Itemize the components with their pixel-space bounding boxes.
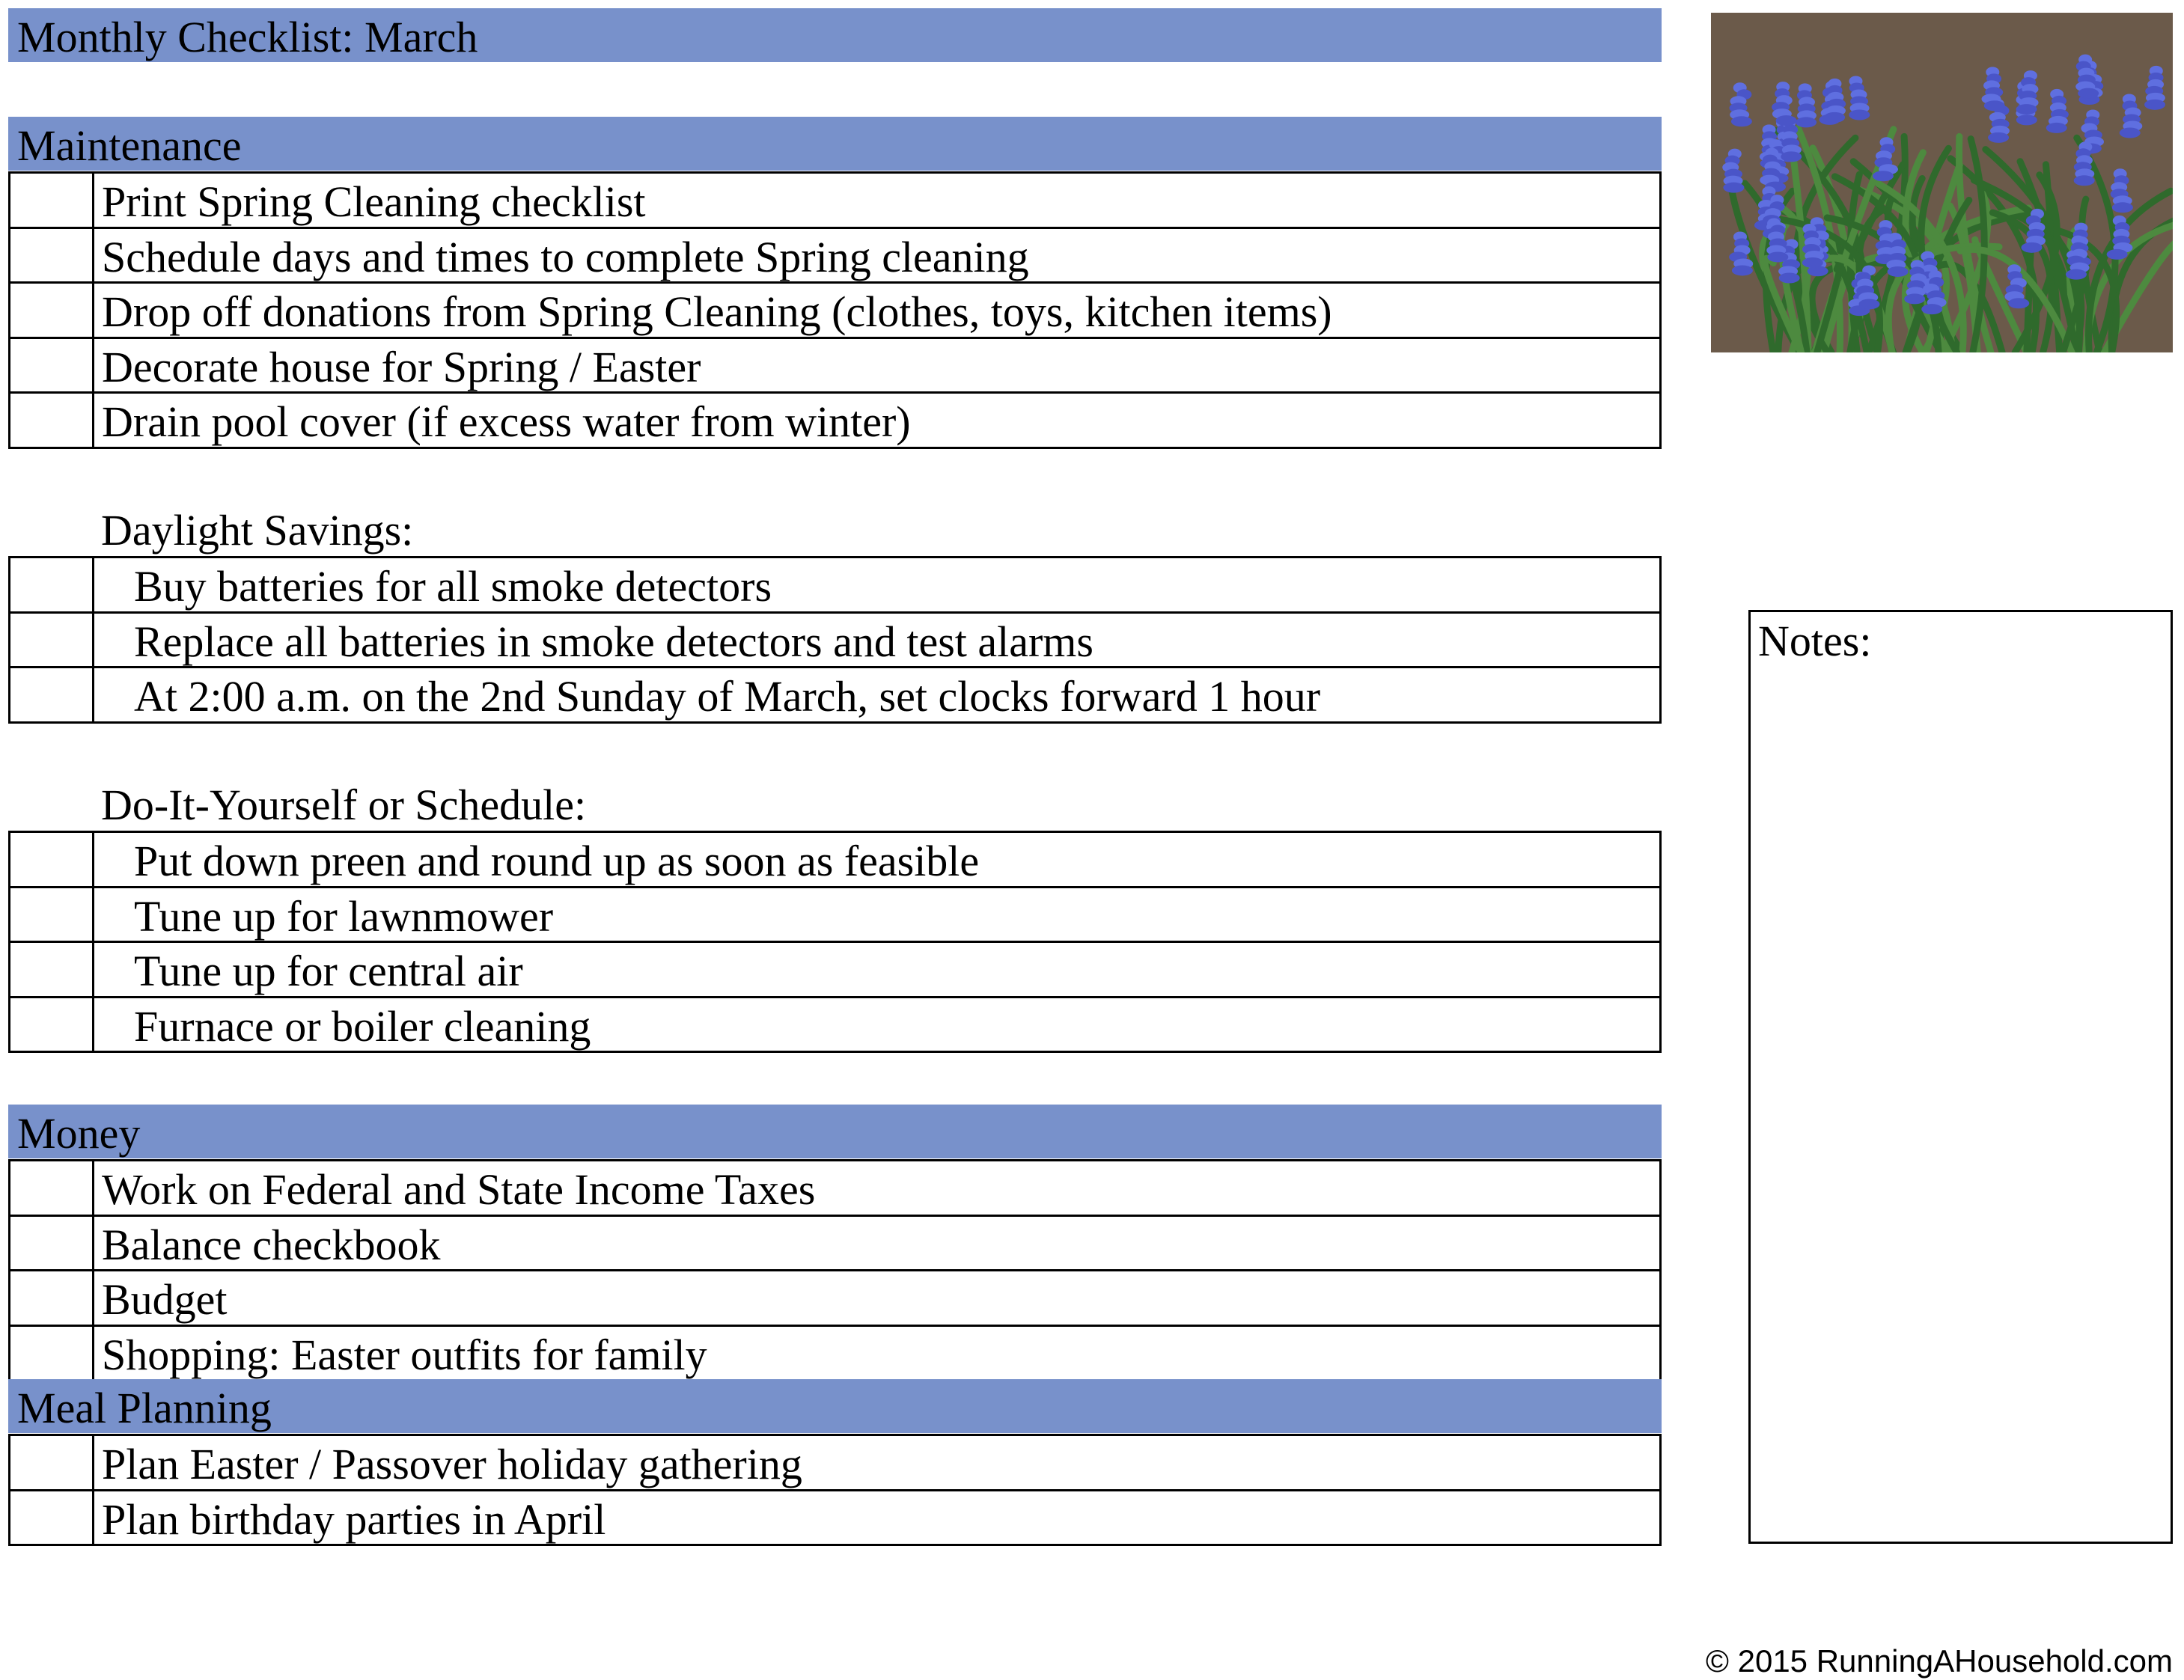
table-row (10, 611, 1659, 667)
table-row (10, 1269, 1659, 1325)
task-text: Balance checkbook (102, 1220, 441, 1269)
section-header: Money (8, 1105, 1662, 1158)
task-text: Budget (102, 1275, 228, 1324)
task-text: Buy batteries for all smoke detectors (134, 562, 772, 611)
table-row (10, 941, 1659, 996)
task-text: Plan Easter / Passover holiday gathering (102, 1440, 802, 1488)
notes-label: Notes: (1758, 617, 1872, 665)
task-text: Plan birthday parties in April (102, 1494, 606, 1544)
checkbox-cell[interactable] (10, 284, 94, 337)
table-row (10, 833, 1659, 886)
table-row (10, 1325, 1659, 1380)
checklist-table (8, 831, 1662, 1053)
table-row (10, 174, 1659, 227)
page-title: Monthly Checklist: March (8, 8, 1662, 62)
grape-hyacinth-photo (1711, 13, 2173, 352)
table-row (10, 281, 1659, 337)
table-row (10, 886, 1659, 941)
subsection-label: Daylight Savings: (101, 506, 414, 555)
task-text: Decorate house for Spring / Easter (102, 342, 701, 391)
table-row (10, 227, 1659, 282)
task-text: Replace all batteries in smoke detectors and test alarms (134, 617, 1093, 666)
table-row (10, 1489, 1659, 1545)
checkbox-cell[interactable] (10, 1327, 94, 1380)
checkbox-cell[interactable] (10, 558, 94, 611)
checklist-table (8, 171, 1662, 449)
checkbox-cell[interactable] (10, 668, 94, 721)
table-row (10, 996, 1659, 1051)
subsection-label: Do-It-Yourself or Schedule: (101, 781, 587, 829)
task-text: At 2:00 a.m. on the 2nd Sunday of March, set clocks forward 1 hour (134, 672, 1321, 721)
task-text: Tune up for central air (134, 947, 523, 995)
checkbox-cell[interactable] (10, 1436, 94, 1489)
section-header: Maintenance (8, 117, 1662, 171)
table-row (10, 1436, 1659, 1489)
task-text: Print Spring Cleaning checklist (102, 177, 646, 226)
table-row (10, 666, 1659, 721)
checklist-table (8, 556, 1662, 724)
checkbox-cell[interactable] (10, 229, 94, 282)
checkbox-cell[interactable] (10, 998, 94, 1051)
task-text: Shopping: Easter outfits for family (102, 1330, 707, 1379)
table-row (10, 1215, 1659, 1270)
checklist-table (8, 1434, 1662, 1546)
checkbox-cell[interactable] (10, 1271, 94, 1325)
checkbox-cell[interactable] (10, 339, 94, 392)
task-text: Drain pool cover (if excess water from winter) (102, 397, 911, 446)
checkbox-cell[interactable] (10, 614, 94, 667)
task-text: Drop off donations from Spring Cleaning (clothes, toys, kitchen items) (102, 287, 1332, 336)
task-text: Tune up for lawnmower (134, 891, 554, 941)
table-row (10, 391, 1659, 447)
task-text: Schedule days and times to complete Spring cleaning (102, 232, 1029, 281)
checkbox-cell[interactable] (10, 943, 94, 996)
task-text: Work on Federal and State Income Taxes (102, 1165, 816, 1214)
checkbox-cell[interactable] (10, 1491, 94, 1545)
task-text: Furnace or boiler cleaning (134, 1001, 591, 1051)
section-header: Meal Planning (8, 1379, 1662, 1433)
checkbox-cell[interactable] (10, 888, 94, 941)
checklist-table (8, 1159, 1662, 1381)
task-text: Put down preen and round up as soon as feasible (134, 837, 980, 885)
table-row (10, 1161, 1659, 1215)
checkbox-cell[interactable] (10, 1217, 94, 1270)
table-row (10, 337, 1659, 392)
checkbox-cell[interactable] (10, 174, 94, 227)
copyright: © 2015 RunningAHousehold.com (1705, 1643, 2173, 1679)
checkbox-cell[interactable] (10, 394, 94, 447)
checkbox-cell[interactable] (10, 833, 94, 886)
checkbox-cell[interactable] (10, 1161, 94, 1215)
table-row (10, 558, 1659, 611)
notes-box[interactable] (1748, 610, 2173, 1544)
